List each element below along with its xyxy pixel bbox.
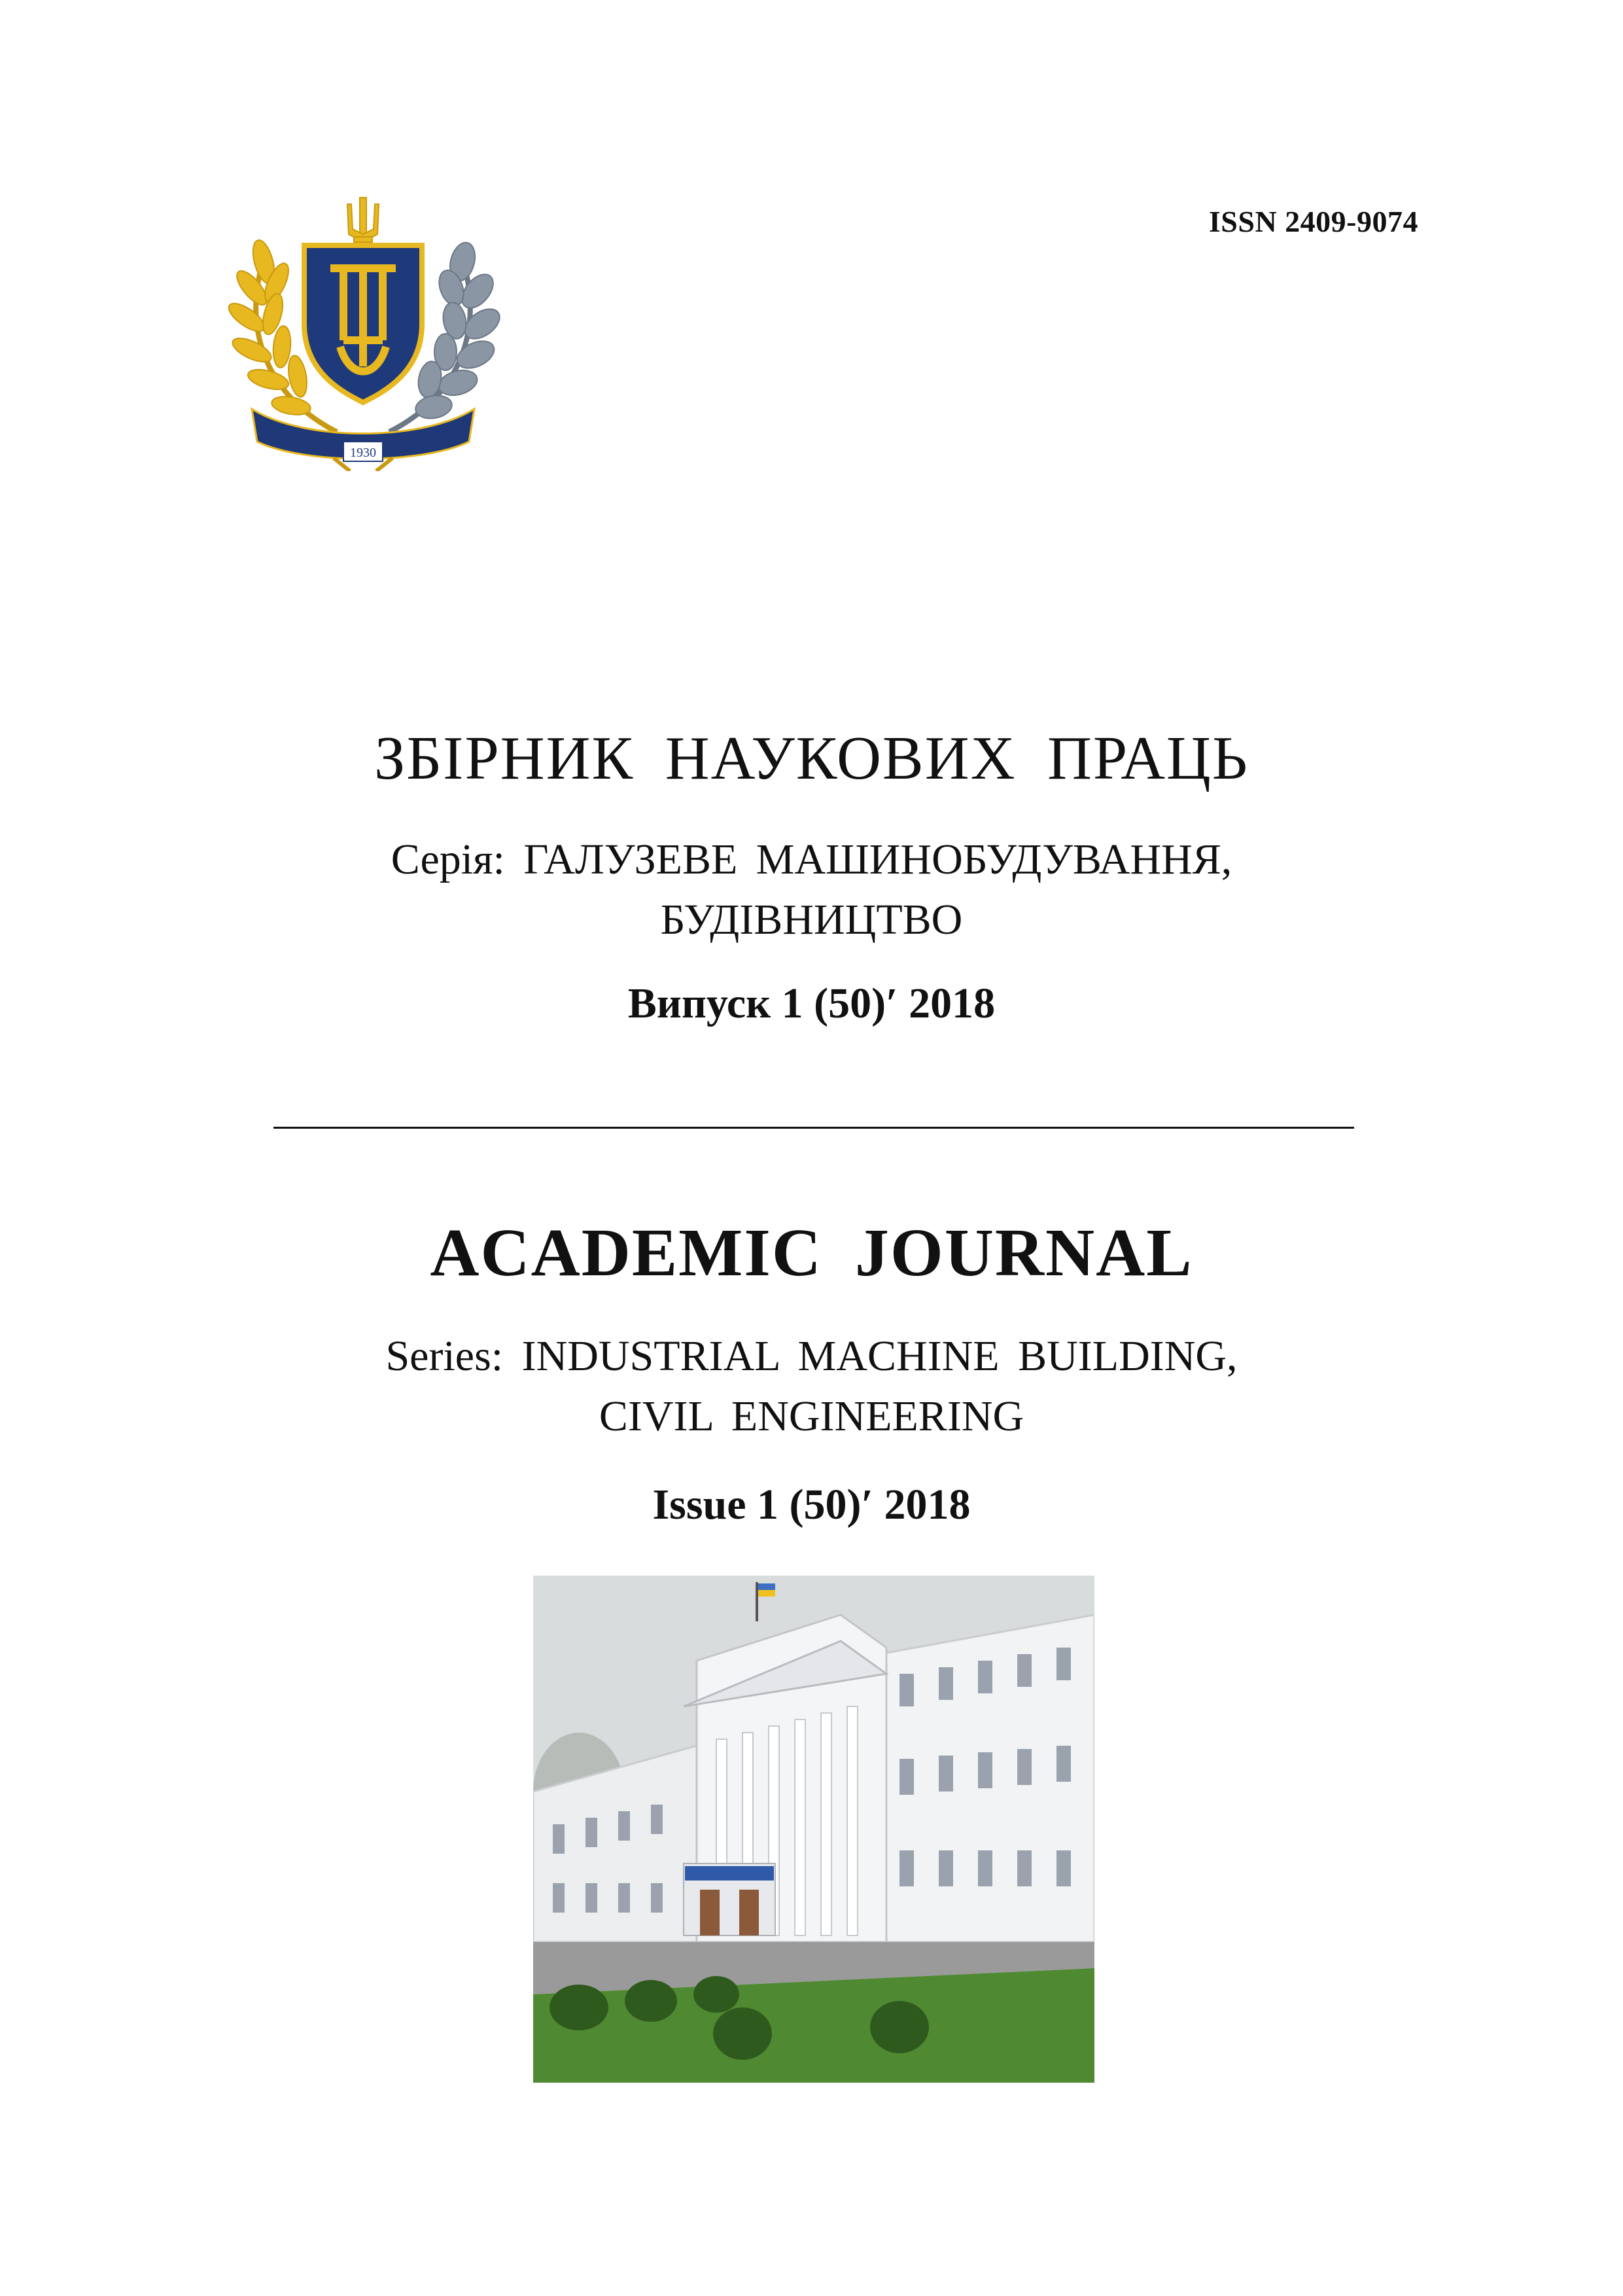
university-emblem — [226, 183, 500, 471]
series-en-line1: Series: INDUSTRIAL MACHINE BUILDING, — [385, 1332, 1238, 1380]
trident-icon — [347, 198, 379, 242]
issue-ua: Випуск 1 (50)′ 2018 — [627, 980, 996, 1027]
journal-title-ua: ЗБІРНИК НАУКОВИХ ПРАЦЬ — [374, 724, 1249, 792]
monogram-icon — [330, 268, 396, 372]
series-en-line2: CIVIL ENGINEERING — [599, 1392, 1024, 1440]
series-en — [0, 1326, 1623, 1447]
divider — [273, 1127, 1354, 1129]
series-ua-line1: Серія: ГАЛУЗЕВЕ МАШИНОБУДУВАННЯ, — [391, 836, 1232, 883]
emblem-year: 1930 — [350, 446, 376, 460]
series-ua-line2: БУДІВНИЦТВО — [660, 896, 963, 944]
series-ua — [0, 830, 1623, 950]
university-building-photo — [533, 1576, 1094, 2083]
journal-title-en: ACADEMIC JOURNAL — [430, 1215, 1193, 1290]
issn-number: ISSN 2409-9074 — [1208, 205, 1418, 238]
issue-en: Issue 1 (50)′ 2018 — [652, 1481, 971, 1528]
